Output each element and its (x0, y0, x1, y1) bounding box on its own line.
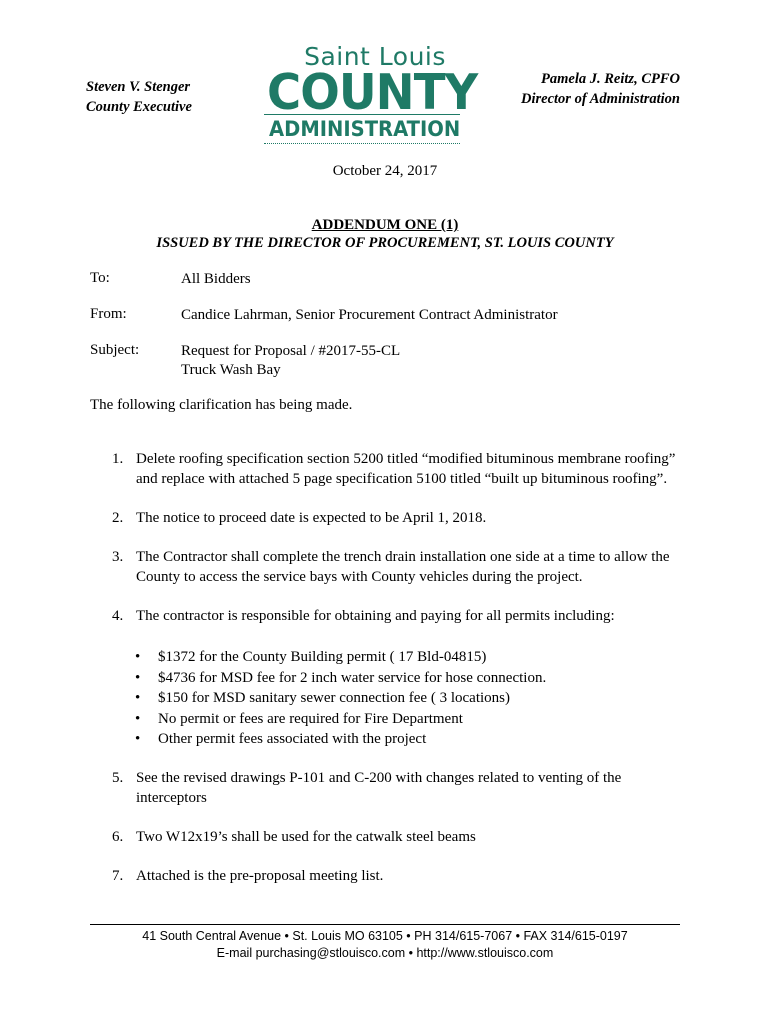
item-line: The Contractor shall complete the trench drain installation one side at a time to allow the (136, 549, 670, 565)
item-text (136, 768, 696, 808)
item-text (136, 508, 696, 528)
county-executive-name: Steven V. Stenger (86, 79, 191, 95)
county-executive-block (86, 77, 192, 117)
item-number: 3. (112, 549, 124, 565)
item-number: 7. (112, 868, 124, 884)
item-line: See the revised drawings P-101 and C-200 with changes related to venting of the (136, 770, 622, 786)
item-number: 2. (112, 510, 124, 526)
item-line: interceptors (136, 790, 207, 806)
footer-address: 41 South Central Avenue • St. Louis MO 63105 • PH 314/615-7067 • FAX 314/615-0197 (142, 929, 628, 943)
from-label: From: (90, 306, 127, 322)
permit-item: • No permit or fees are required for Fire Department (135, 709, 546, 730)
logo-saint-louis: Saint Louis (304, 42, 446, 71)
permit-item: • $4736 for MSD fee for 2 inch water service for hose connection. (135, 668, 546, 689)
footer-contact: E-mail purchasing@stlouisco.com • http://www.stlouisco.com (216, 946, 554, 960)
director-block (521, 69, 680, 109)
logo-dotted-rule (264, 143, 460, 144)
subject-line-rfp: Request for Proposal / #2017-55-CL (181, 343, 401, 359)
item-line: Attached is the pre-proposal meeting list. (136, 868, 384, 884)
logo-administration: ADMINISTRATION (269, 117, 461, 141)
county-administration-logo (262, 42, 478, 146)
addendum-title: ADDENDUM ONE (1) (311, 217, 459, 233)
county-executive-title: County Executive (86, 99, 192, 115)
director-name: Pamela J. Reitz, CPFO (541, 71, 680, 87)
subject-label: Subject: (90, 342, 140, 358)
item-text (136, 866, 696, 886)
permit-list (135, 647, 546, 750)
subject-value (181, 342, 400, 380)
item-line: Two W12x19’s shall be used for the catwalk steel beams (136, 829, 476, 845)
logo-rule (264, 114, 460, 115)
permit-item: • Other permit fees associated with the project (135, 729, 546, 750)
document-date: October 24, 2017 (332, 163, 438, 179)
item-line: Delete roofing specification section 5200 titled “modified bituminous membrane roofing” (136, 451, 676, 467)
item-number: 1. (112, 451, 124, 467)
item-text (136, 827, 696, 847)
item-line: and replace with attached 5 page specification 5100 titled “built up bituminous roofing”. (136, 471, 668, 487)
permit-item: • $150 for MSD sanitary sewer connection fee ( 3 locations) (135, 688, 546, 709)
item-number: 4. (112, 608, 124, 624)
subject-line-project: Truck Wash Bay (181, 362, 281, 378)
from-value: Candice Lahrman, Senior Procurement Contract Administrator (181, 307, 558, 323)
logo-county: COUNTY (267, 64, 478, 121)
director-title: Director of Administration (521, 91, 680, 107)
item-line: The notice to proceed date is expected to be April 1, 2018. (136, 510, 487, 526)
to-label: To: (90, 270, 110, 286)
issued-by-line: ISSUED BY THE DIRECTOR OF PROCUREMENT, ST. LOUIS COUNTY (156, 235, 614, 251)
item-text (136, 606, 696, 626)
item-line: County to access the service bays with County vehicles during the project. (136, 569, 583, 585)
footer-divider (90, 924, 680, 925)
to-value: All Bidders (181, 271, 251, 287)
item-number: 5. (112, 770, 124, 786)
item-text (136, 449, 696, 489)
item-number: 6. (112, 829, 124, 845)
item-line: The contractor is responsible for obtaining and paying for all permits including: (136, 608, 615, 624)
permit-item: • $1372 for the County Building permit ( 17 Bld-04815) (135, 647, 546, 668)
intro-text: The following clarification has being made. (90, 397, 353, 413)
item-text (136, 547, 696, 587)
